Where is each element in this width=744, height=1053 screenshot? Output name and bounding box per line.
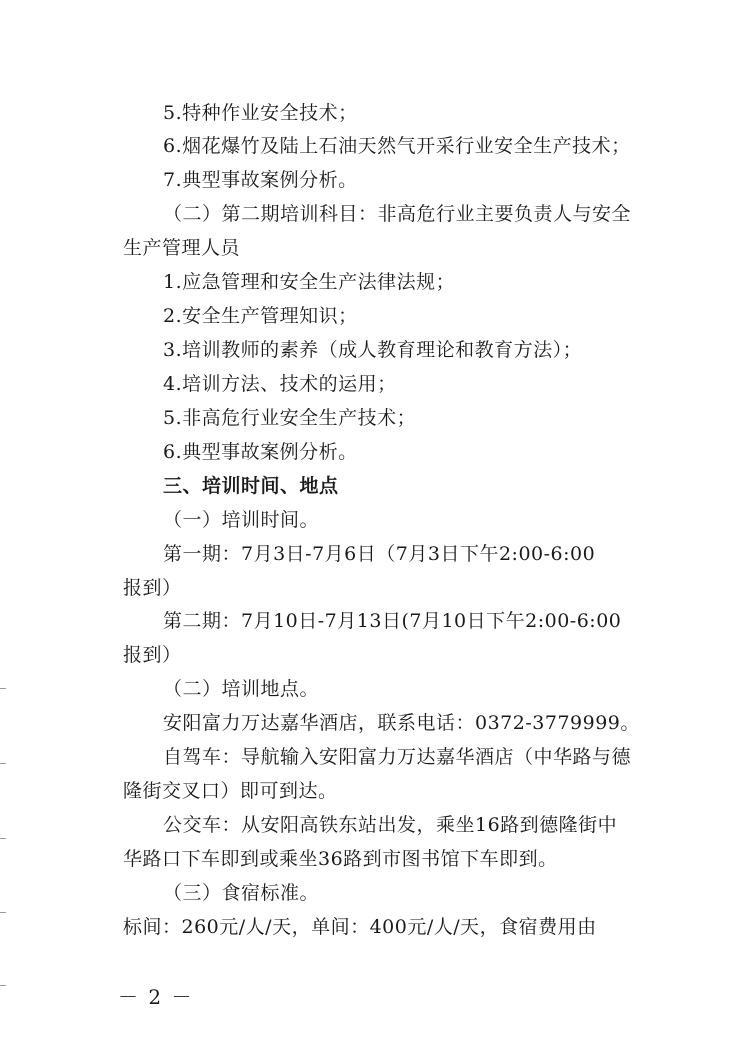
- item-non-high-risk-tech: 5.非高危行业安全生产技术；: [163, 407, 417, 429]
- item-training-methods: 4.培训方法、技术的运用；: [163, 373, 397, 395]
- page-number: － 2 －: [118, 985, 194, 1009]
- item-special-operations: 5.特种作业安全技术；: [163, 102, 358, 124]
- section-second-phase-subjects-cont: 生产管理人员: [123, 237, 241, 259]
- heading-time-place: 三、培训时间、地点: [163, 475, 339, 497]
- scan-edge-mark: [0, 985, 6, 986]
- bus-directions-cont: 华路口下车即到或乘坐36路到市图书馆下车即到。: [123, 848, 558, 870]
- hotel-contact: 安阳富力万达嘉华酒店，联系电话：0372-3779999。: [163, 712, 640, 734]
- item-fireworks-oil-gas: 6.烟花爆竹及陆上石油天然气开采行业安全生产技术；: [163, 135, 631, 157]
- item-emergency-law: 1.应急管理和安全生产法律法规；: [163, 271, 456, 293]
- phase-one-dates: 第一期：7月3日-7月6日（7月3日下午2:00-6:00: [163, 543, 596, 565]
- item-teacher-quality: 3.培训教师的素养（成人教育理论和教育方法）；: [163, 339, 583, 361]
- subheading-training-time: （一）培训时间。: [163, 509, 320, 531]
- item-accident-analysis-2: 6.典型事故案例分析。: [163, 441, 358, 463]
- subheading-accommodation: （三）食宿标准。: [163, 882, 320, 904]
- scan-edge-mark: [0, 763, 6, 764]
- driving-directions-cont: 隆街交叉口）即可到达。: [123, 780, 338, 802]
- scan-edge-mark: [0, 688, 6, 689]
- scan-edge-mark: [0, 838, 6, 839]
- phase-one-dates-cont: 报到）: [123, 577, 182, 599]
- driving-directions: 自驾车：导航输入安阳富力万达嘉华酒店（中华路与德: [163, 746, 632, 768]
- item-safety-management: 2.安全生产管理知识；: [163, 305, 358, 327]
- subheading-training-location: （二）培训地点。: [163, 678, 320, 700]
- bus-directions: 公交车：从安阳高铁东站出发，乘坐16路到德隆街中: [163, 814, 618, 836]
- phase-two-dates-cont: 报到）: [123, 644, 182, 666]
- scan-edge-mark: [0, 912, 6, 913]
- phase-two-dates: 第二期：7月10日-7月13日(7月10日下午2:00-6:00: [163, 610, 622, 632]
- accommodation-rates: 标间：260元/人/天，单间：400元/人/天，食宿费用由: [123, 916, 597, 938]
- item-accident-analysis-1: 7.典型事故案例分析。: [163, 169, 358, 191]
- section-second-phase-subjects: （二）第二期培训科目：非高危行业主要负责人与安全: [163, 203, 632, 225]
